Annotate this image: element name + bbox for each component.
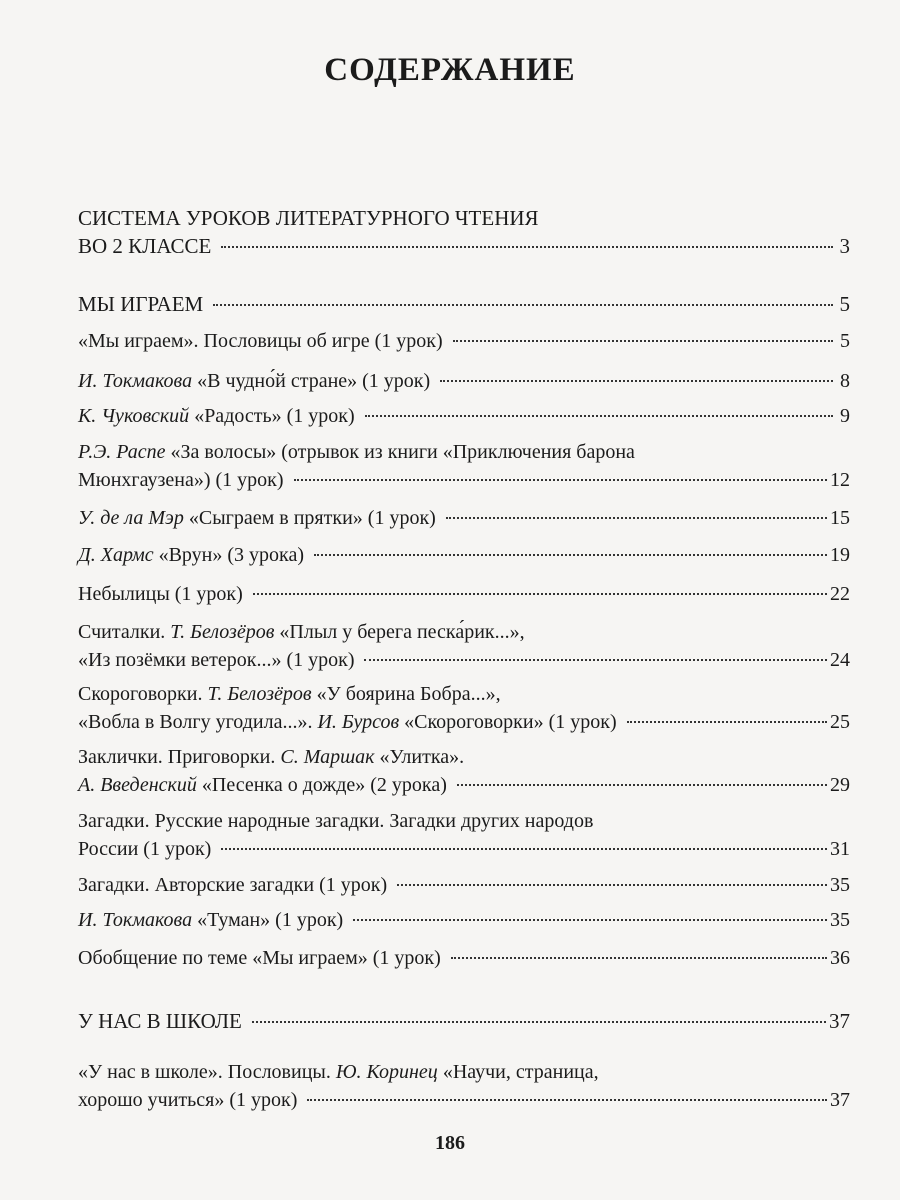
toc-entry [78,367,850,395]
entry-line [78,618,850,646]
entry-title: Загадки. Русские народные загадки. Загадки других народов [78,810,594,832]
toc-entry [78,504,850,532]
entry-text [78,646,354,674]
dot-leader [453,340,833,342]
entry-page-number: 29 [830,774,850,796]
entry-line [78,835,850,863]
dot-leader [397,884,827,886]
dot-leader [353,919,827,921]
dot-leader [365,415,833,417]
author-name: И. Бурсов [317,711,400,733]
entry-title: «Вобла в Волгу угодила...». [78,711,318,733]
entry-line [78,944,850,972]
entry-line [78,580,850,608]
toc-entry [78,807,850,863]
entry-text [78,944,441,972]
entry-text [78,906,343,934]
entry-title: «Научи, страница, [437,1061,599,1083]
entry-title: Обобщение по теме «Мы играем» (1 урок) [78,947,441,969]
entry-line [78,466,850,494]
page-number: 186 [435,1132,465,1154]
entry-page-number: 24 [830,649,850,671]
author-name: У. де ла Мэр [78,507,184,529]
entry-page-number: 37 [830,1089,850,1111]
entry-line [78,541,850,569]
toc-entry [78,680,850,736]
entry-text [78,746,464,768]
page-title: СОДЕРЖАНИЕ [324,52,576,88]
entry-title: «Скороговорки» (1 урок) [399,711,617,733]
toc-section [78,290,850,318]
entry-title: СИСТЕМА УРОКОВ ЛИТЕРАТУРНОГО ЧТЕНИЯ [78,206,539,230]
entry-line [78,807,850,835]
author-name: Т. Белозёров [207,683,312,705]
toc-entry [78,402,850,430]
entry-title: ВО 2 КЛАССЕ [78,234,212,258]
entry-page-number: 5 [839,292,850,316]
entry-line [78,367,850,395]
entry-page-number: 22 [830,583,850,605]
entry-text [78,290,203,318]
entry-line [78,771,850,799]
toc-entry [78,580,850,608]
entry-page-number: 8 [840,370,850,392]
entry-title: «Туман» (1 урок) [192,909,344,931]
dot-leader [627,721,827,723]
entry-line [78,871,850,899]
toc-entry [78,906,850,934]
entry-title: МЫ ИГРАЕМ [78,292,204,316]
entry-line [78,402,850,430]
toc-entry [78,618,850,674]
entry-text [78,1061,599,1083]
entry-line [78,1007,850,1035]
toc-entry [78,743,850,799]
entry-title: «У боярина Бобра...», [311,683,501,705]
entry-text [78,504,436,532]
entry-page-number: 9 [840,405,850,427]
entry-text [78,683,501,705]
author-name: Д. Хармс [78,544,154,566]
entry-text [78,206,539,230]
entry-text [78,580,243,608]
dot-leader [446,517,827,519]
author-name: Ю. Коринец [335,1061,438,1083]
entry-line [78,327,850,355]
entry-page-number: 25 [830,711,850,733]
entry-title: Мюнхгаузена») (1 урок) [78,469,284,491]
author-name: С. Маршак [280,746,375,768]
dot-leader [440,380,833,382]
dot-leader [253,593,827,595]
dot-leader [252,1021,826,1023]
entry-page-number: 3 [839,234,850,258]
entry-page-number: 5 [840,330,850,352]
toc-entry [78,438,850,494]
dot-leader [364,659,827,661]
entry-page-number: 35 [830,874,850,896]
entry-text [78,232,211,260]
entry-title: «Песенка о дожде» (2 урока) [196,774,447,796]
author-name: Р.Э. Распе [78,441,166,463]
entry-line [78,232,850,260]
entry-title: России (1 урок) [78,838,212,860]
dot-leader [221,246,833,248]
entry-text [78,367,430,395]
dot-leader [307,1099,827,1101]
entry-page-number: 35 [830,909,850,931]
entry-title: «Из позёмки ветерок...» (1 урок) [78,649,355,671]
toc-section [78,1007,850,1035]
toc-entry [78,944,850,972]
entry-line [78,504,850,532]
entry-title: «Мы играем». Пословицы об игре (1 урок) [78,330,443,352]
entry-text [78,621,525,643]
entry-line [78,1058,850,1086]
entry-text [78,541,304,569]
entry-text [78,1086,297,1114]
entry-title: Небылицы (1 урок) [78,583,243,605]
entry-title: У НАС В ШКОЛЕ [78,1009,242,1033]
toc-section [78,204,850,260]
entry-title: Скороговорки. [78,683,208,705]
entry-title: «В чудно́й стране» (1 урок) [192,370,431,392]
entry-line [78,204,850,232]
dot-leader [294,479,827,481]
author-name: Т. Белозёров [170,621,275,643]
entry-line [78,708,850,736]
entry-title: «Врун» (3 урока) [153,544,304,566]
entry-line [78,680,850,708]
author-name: А. Введенский [78,774,197,796]
entry-page-number: 19 [830,544,850,566]
entry-text [78,810,593,832]
entry-title: «Улитка». [374,746,465,768]
toc-entry [78,327,850,355]
entry-page-number: 12 [830,469,850,491]
entry-title: «Сыграем в прятки» (1 урок) [183,507,436,529]
entry-title: «Плыл у берега песка́рик...», [274,621,525,643]
entry-line [78,438,850,466]
dot-leader [314,554,827,556]
entry-title: «За волосы» (отрывок из книги «Приключения барона [165,441,635,463]
dot-leader [221,848,827,850]
dot-leader [213,304,833,306]
entry-title: хорошо учиться» (1 урок) [78,1089,298,1111]
entry-text [78,327,443,355]
entry-text [78,441,635,463]
entry-line [78,743,850,771]
toc-entry [78,1058,850,1114]
entry-line [78,646,850,674]
entry-text [78,771,447,799]
entry-page-number: 15 [830,507,850,529]
dot-leader [451,957,827,959]
entry-text [78,466,284,494]
entry-title: «У нас в школе». Пословицы. [78,1061,336,1083]
entry-text [78,1007,242,1035]
entry-page-number: 37 [829,1009,850,1033]
author-name: И. Токмакова [78,909,193,931]
entry-text [78,871,387,899]
entry-title: Заклички. Приговорки. [78,746,281,768]
author-name: И. Токмакова [78,370,193,392]
entry-text [78,402,355,430]
author-name: К. Чуковский [78,405,190,427]
dot-leader [457,784,827,786]
entry-title: Загадки. Авторские загадки (1 урок) [78,874,388,896]
toc-entry [78,541,850,569]
entry-title: Считалки. [78,621,171,643]
toc-entry [78,871,850,899]
entry-text [78,835,211,863]
entry-line [78,906,850,934]
entry-page-number: 36 [830,947,850,969]
entry-line [78,1086,850,1114]
entry-text [78,708,617,736]
entry-page-number: 31 [830,838,850,860]
entry-title: «Радость» (1 урок) [189,405,355,427]
entry-line [78,290,850,318]
